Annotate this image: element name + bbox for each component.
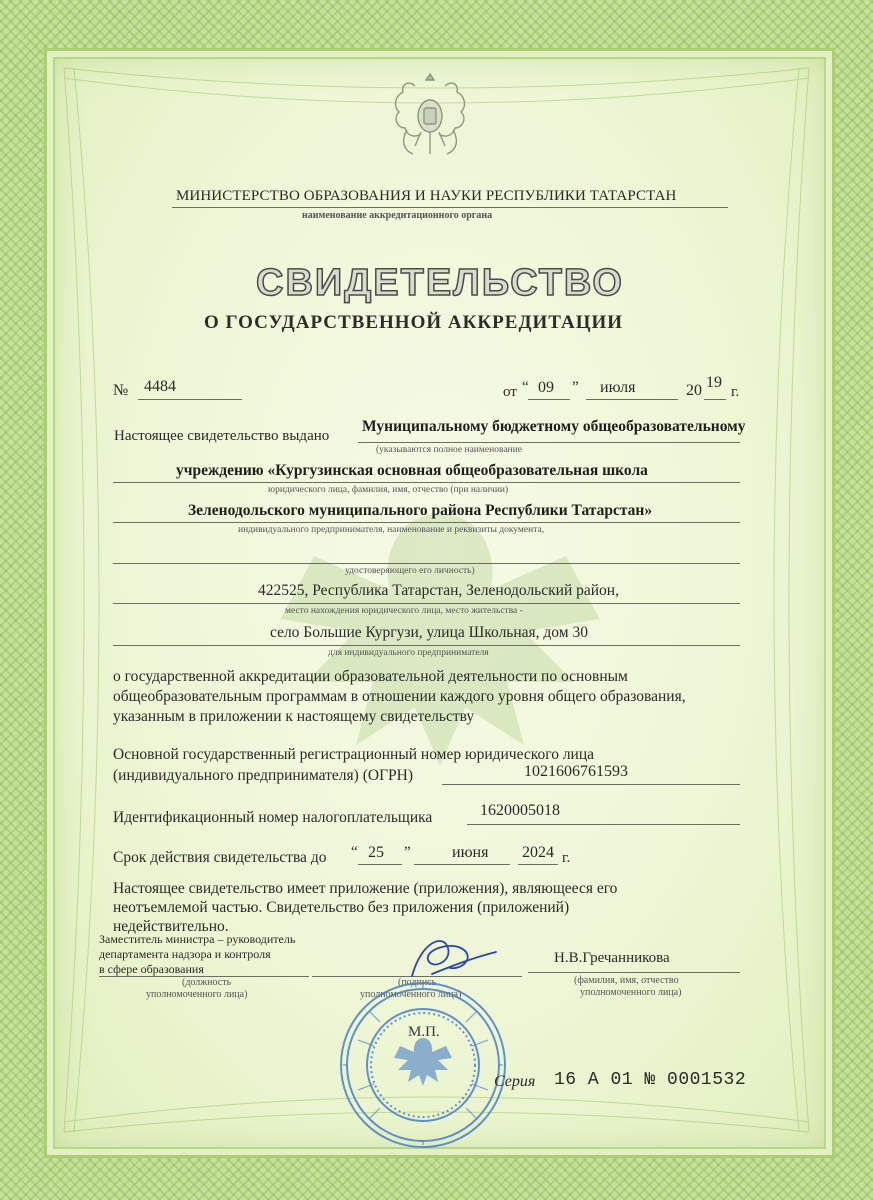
address-underline-1 [113, 603, 740, 604]
validity-label: Срок действия свидетельства до [113, 849, 327, 866]
position-caption-2: уполномоченного лица) [146, 989, 248, 1000]
issued-underline-1 [358, 442, 740, 443]
address-caption-2: для индивидуального предпринимателя [328, 648, 489, 658]
validity-year: 2024 [522, 844, 554, 861]
date-from-label: от [503, 384, 517, 400]
ogrn-value: 1021606761593 [524, 763, 628, 780]
date-year-label: г. [731, 384, 740, 400]
issued-underline-2 [113, 482, 740, 483]
ogrn-underline [442, 784, 740, 785]
address-line-1: 422525, Республика Татарстан, Зеленодольский район, [258, 582, 619, 599]
appendix-line-3: недействительно. [113, 918, 229, 935]
series-value: 16 А 01 № 0001532 [554, 1070, 747, 1090]
appendix-line-1: Настоящее свидетельство имеет приложение (приложения), являющееся его [113, 880, 618, 897]
authority-name: МИНИСТЕРСТВО ОБРАЗОВАНИЯ И НАУКИ РЕСПУБЛИКИ ТАТАРСТАН [176, 188, 677, 204]
date-year-suffix: 19 [706, 374, 722, 391]
issued-caption-4: удостоверяющего его личность) [345, 566, 475, 576]
signatory-position-3: в сфере образования [99, 962, 204, 976]
number-label: № [113, 382, 129, 399]
seal-label: М.П. [408, 1024, 440, 1040]
issued-caption-2: юридического лица, фамилия, имя, отчество (при наличии) [268, 485, 509, 495]
validity-open-quote: “ [351, 844, 358, 860]
ogrn-line-2: (индивидуального предпринимателя) (ОГРН) [113, 767, 414, 784]
inn-label: Идентификационный номер налогоплательщика [113, 809, 433, 826]
official-seal [338, 980, 508, 1150]
number-underline [138, 399, 242, 400]
coat-of-arms-icon [385, 68, 475, 168]
body-line-3: указанным в приложении к настоящему свидетельству [113, 708, 475, 725]
address-caption-1: место нахождения юридического лица, место жительства - [285, 606, 523, 616]
issued-underline-4 [113, 563, 740, 564]
issued-caption-3: индивидуального предпринимателя, наименование и реквизиты документа, [238, 525, 545, 535]
address-underline-2 [113, 645, 740, 646]
validity-month: июня [452, 844, 489, 861]
signatory-position-1: Заместитель министра – руководитель [99, 932, 296, 946]
authority-caption: наименование аккредитационного органа [302, 210, 493, 221]
issued-caption-1: (указываются полное наименование [376, 445, 522, 455]
date-year-prefix: 20 [686, 382, 702, 399]
signature-caption-1: (подпись [398, 977, 437, 988]
validity-year-underline [518, 864, 558, 865]
date-close-quote: ” [572, 379, 579, 395]
date-day: 09 [538, 379, 554, 396]
date-day-underline [528, 399, 570, 400]
issued-underline-3 [113, 522, 740, 523]
name-caption-1: (фамилия, имя, отчество [574, 975, 679, 986]
authority-underline [172, 207, 728, 208]
inn-underline [467, 824, 740, 825]
name-underline [528, 972, 740, 973]
body-line-2: общеобразовательным программам в отношении каждого уровня общего образования, [113, 688, 686, 705]
ogrn-line-1: Основной государственный регистрационный номер юридического лица [113, 746, 595, 763]
signatory-position-2: департамента надзора и контроля [99, 947, 271, 961]
number-value: 4484 [144, 378, 176, 395]
issued-label: Настоящее свидетельство выдано [114, 428, 330, 444]
date-year-underline [704, 399, 726, 400]
name-caption-2: уполномоченного лица) [580, 987, 682, 998]
certificate-title: СВИДЕТЕЛЬСТВО [256, 262, 624, 304]
validity-year-label: г. [562, 850, 571, 866]
validity-month-underline [414, 864, 510, 865]
inn-value: 1620005018 [480, 802, 560, 819]
issued-line-3: Зеленодольского муниципального района Республики Татарстан» [188, 502, 653, 519]
certificate-subtitle: О ГОСУДАРСТВЕННОЙ АККРЕДИТАЦИИ [204, 312, 624, 333]
appendix-line-2: неотъемлемой частью. Свидетельство без приложения (приложений) [113, 899, 570, 916]
date-open-quote: “ [522, 379, 529, 395]
signatory-name: Н.В.Гречанникова [554, 950, 670, 966]
validity-close-quote: ” [404, 844, 411, 860]
body-line-1: о государственной аккредитации образовательной деятельности по основным [113, 668, 628, 685]
issued-line-1: Муниципальному бюджетному общеобразовательному [362, 418, 746, 435]
validity-day: 25 [368, 844, 384, 861]
date-month-underline [586, 399, 678, 400]
validity-day-underline [358, 864, 402, 865]
signature-caption-2: уполномоченного лица) [360, 989, 462, 1000]
issued-line-2: учреждению «Кургузинская основная общеобразовательная школа [176, 462, 648, 479]
series-label: Серия [494, 1073, 536, 1090]
position-caption-1: (должность [182, 977, 232, 988]
date-month: июля [600, 379, 636, 396]
address-line-2: село Большие Кургузи, улица Школьная, дом 30 [270, 624, 588, 641]
